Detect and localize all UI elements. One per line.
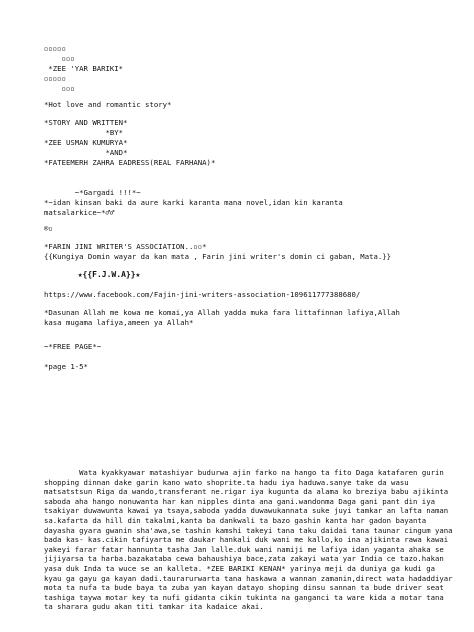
story-title: *ZEE 'YAR BARIKI* [44, 64, 124, 73]
warning-text: *~idan kinsan baki da aure karki karanta mana novel,idan kin karanta [44, 198, 343, 207]
free-page-label: ~*FREE PAGE*~ [44, 342, 102, 351]
decorative-boxes: ▫▫▫▫▫ [44, 74, 66, 83]
association-badge: ★{{F.J.W.A}}★ [44, 270, 141, 279]
warning-text: matsalarkice~*♂♂ [44, 208, 115, 217]
decorative-boxes: ▫▫▫ [44, 54, 75, 63]
credits-and: *AND* [44, 148, 128, 157]
story-body: Wata kyakkyawar matashiyar budurwa ajin farko na hango ta fito Daga katafaren gurin shopping dinnan dake garin kano wato shoprite.ta hadu iya haduwa.sanye take da wasu matsatstsun Riga da wando,transferant ne.rigar iya kugunta da alama ko breziya babu ajikinta saboda aha hango nonuwanta har kan nipples dinta ana gani.wandonma Daga gani pant din iya tsakiyar duwawunta kawai ya tsaya,saboda yadda duwawukannata suke juyi tamkar an lafta naman sa.kafarta da hill din takalmi,kanta ba dankwali ta bazo gashin kanta har gadon bayanta dayasha gyara gwanin sha'awa,se tashin kamshi takeyi tana taku daidai tana taunar cingum yana bada kas- kas.cikin tafiyarta me daukar hankali duk wani me kallo,ko ina ajikinta rawa kawai yakeyi farar fatar hannunta tasha Jan lalle.duk wani namiji me lafiya idan yaganta ahaka se jijiyarsa ta harba.bazakataba cewa bahaushiya bace,zata zakayi wata yar India ce tazo.hakan yasa duk Inda ta wuce se an kalleta. *ZEE BARIKI KENAN* yarinya meji da duniya ga kudi ga kyau ga gayu ga kayan dadi.taurarurwarta tana haskawa a wannan zamanin,direct wata hadaddiyar mota ta nufa ta bude baya ta zuba yan kayan datayo shoping dinsu sannan ta bude driver seat tashiga taywa motar key ta nufi gidanta cikin tukinta na ganganci ta ware kida a motar tana ta sharara gudu akan titi tamkar ita kadaice akai. [44, 468, 457, 612]
decorative-boxes: ▫▫▫▫▫ [44, 44, 66, 53]
prayer-text: kasa mugama lafiya,ameen ya Allah* [44, 318, 194, 327]
credits-by: *BY* [44, 128, 124, 137]
prayer-text: *Dasunan Allah me kowa me komai,ya Allah yadda muka fara littafinnan lafiya,Allah [44, 308, 400, 317]
warning-heading: ~*Gargadi !!!*~ [44, 188, 141, 197]
decorative-boxes: ▫▫▫ [44, 84, 75, 93]
author-name: *FATEEMERH ZAHRA EADRESS(REAL FARHANA)* [44, 158, 216, 167]
story-subtitle: *Hot love and romantic story* [44, 100, 172, 109]
association-name: *FARIN JINI WRITER'S ASSOCIATION..▫▫* [44, 242, 207, 251]
credits-heading: *STORY AND WRITTEN* [44, 118, 128, 127]
page-range-label: *page 1-5* [44, 362, 88, 371]
author-name: *ZEE USMAN KUMURYA* [44, 138, 128, 147]
facebook-link[interactable]: https://www.facebook.com/Fajin-jini-writers-association-109611777388680/ [44, 290, 361, 299]
registered-mark: ®▫ [44, 224, 53, 233]
association-description: {{Kungiya Domin wayar da kan mata , Farin jini writer's domin ci gaban, Mata.}} [44, 252, 392, 261]
